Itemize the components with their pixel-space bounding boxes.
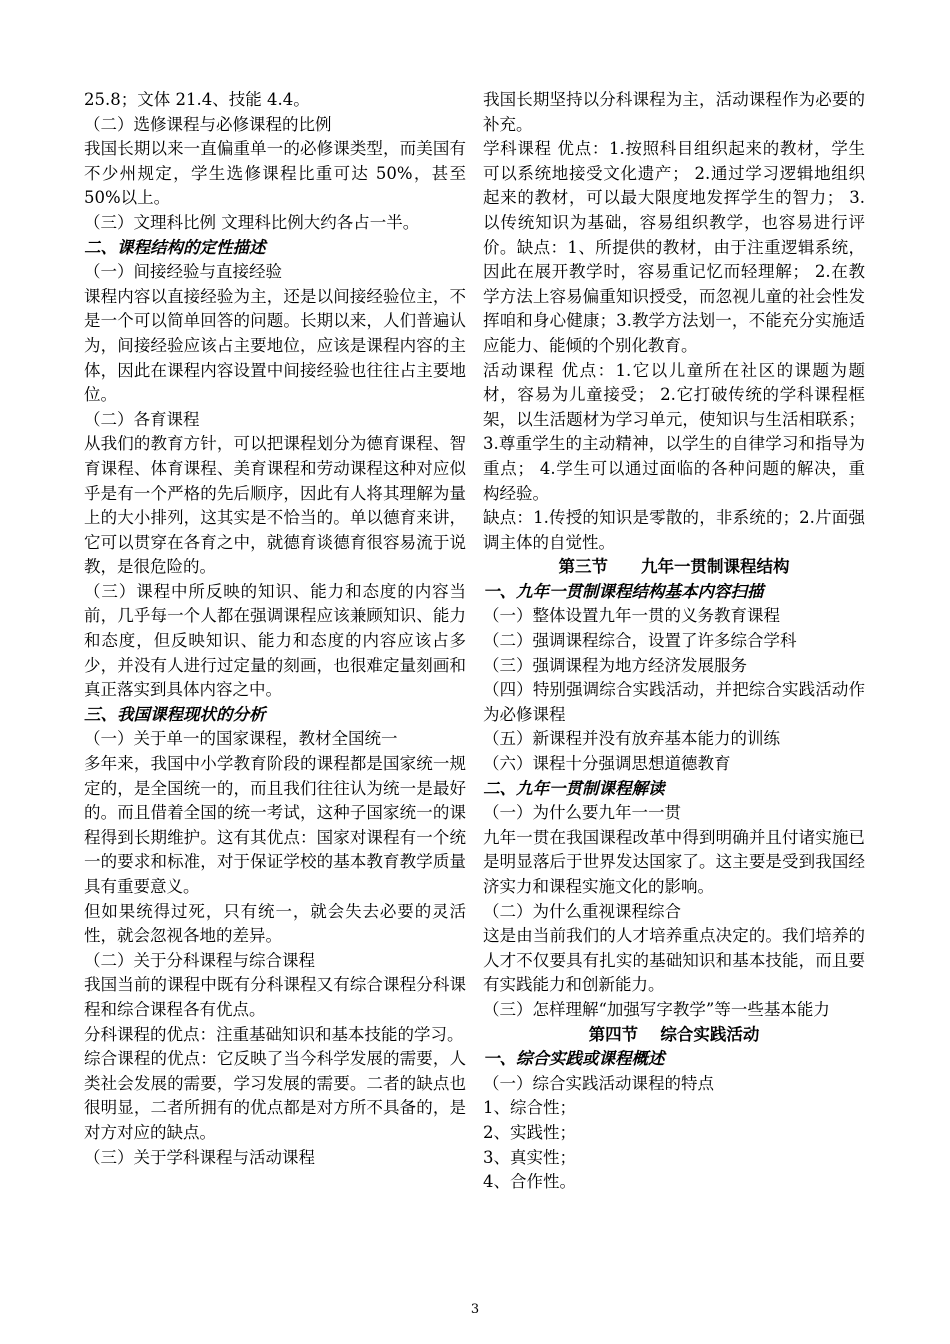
paragraph: （二）各育课程 [84, 409, 200, 429]
paragraph: 缺点：1.传授的知识是零散的，非系统的；2.片面强调主体的自觉性。 [483, 508, 865, 552]
page-number: 3 [470, 1302, 480, 1317]
paragraph: 多年来，我国中小学教育阶段的课程都是国家统一规定的，是全国统一的，而且我们往往认为统一是最好的。而且借着全国的统一考试，这种子国家统一的课程得到长期维护。这有其优点：国家对课程有一个统一的要求和标准，对于保证学校的基本教育教学质量具有重要意义。 [84, 754, 466, 896]
paragraph: 1、综合性； [483, 1098, 576, 1118]
right-column [483, 88, 865, 1195]
paragraph: 综合课程的优点：它反映了当今科学发展的需要，人类社会发展的需要，学习发展的需要。二者的缺点也很明显，二者所拥有的优点都是对方所不具备的，是对方对应的缺点。 [84, 1049, 466, 1142]
paragraph: （三）强调课程为地方经济发展服务 [483, 655, 747, 675]
paragraph: （五）新课程并没有放弃基本能力的训练 [483, 729, 780, 749]
paragraph: 4、合作性。 [483, 1172, 576, 1192]
paragraph: （三）课程中所反映的知识、能力和态度的内容当前，几乎每一个人都在强调课程应该兼顾知识、能力和态度，但反映知识、能力和态度的内容应该占多少，并没有人进行过定量的刻画，也很难定量刻画和真正落实到具体内容之中。 [84, 581, 466, 700]
paragraph: （二）关于分科课程与综合课程 [84, 950, 315, 970]
paragraph: 课程内容以直接经验为主，还是以间接经验位主，不是一个可以简单回答的问题。长期以来，人们普遍认为，间接经验应该占主要地位，应该是课程内容的主体，因此在课程内容设置中间接经验也往往占主要地位。 [84, 286, 466, 405]
paragraph: 分科课程的优点：注重基础知识和基本技能的学习。 [84, 1024, 464, 1044]
paragraph: （二）选修课程与必修课程的比例 [84, 114, 332, 134]
paragraph: 我国当前的课程中既有分科课程又有综合课程分科课程和综合课程各有优点。 [84, 975, 466, 1019]
section-heading: 一、九年一贯制课程结构基本内容扫描 [483, 581, 764, 601]
paragraph: （二）强调课程综合，设置了许多综合学科 [483, 631, 797, 651]
paragraph: （三）关于学科课程与活动课程 [84, 1147, 315, 1167]
paragraph: （四）特别强调综合实践活动，并把综合实践活动作为必修课程 [483, 680, 865, 724]
section-heading: 一、综合实践或课程概述 [483, 1049, 665, 1069]
paragraph: （三）文理科比例 文理科比例大约各占一半。 [84, 212, 420, 232]
paragraph: 但如果统得过死，只有统一，就会失去必要的灵活性，就会忽视各地的差异。 [84, 901, 466, 946]
left-column [84, 88, 466, 1170]
paragraph: 从我们的教育方针，可以把课程划分为德育课程、智育课程、体育课程、美育课程和劳动课程这种对应似乎是有一个严格的先后顺序，因此有人将其理解为量上的大小排列，这其实是不恰当的。单以德育来讲，它可以贯穿在各育之中，就德育谈德育很容易流于说教，是很危险的。 [84, 434, 466, 577]
paragraph: （一）间接经验与直接经验 [84, 262, 282, 282]
paragraph: 我国长期坚持以分科课程为主，活动课程作为必要的补充。 [483, 90, 865, 134]
paragraph: （二）为什么重视课程综合 [483, 901, 681, 921]
chapter-section-title: 第三节 九年一贯制课程结构 [558, 557, 790, 577]
paragraph: 这是由当前我们的人才培养重点决定的。我们培养的人才不仅要具有扎实的基础知识和基本技能，而且要有实践能力和创新能力。 [483, 926, 865, 995]
paragraph: 25.8；文体 21.4、技能 4.4。 [84, 90, 310, 109]
section-heading: 二、九年一贯制课程解读 [483, 778, 665, 798]
paragraph: 我国长期以来一直偏重单一的必修课类型，而美国有不少州规定，学生选修课程比重可达 50%，甚至 50%以上。 [84, 139, 466, 208]
paragraph: 3、真实性； [483, 1147, 576, 1167]
paragraph: （六）课程十分强调思想道德教育 [483, 754, 731, 774]
paragraph: 活动课程 优点：1.它以儿童所在社区的课题为题材，容易为儿童接受； 2.它打破传统的学科课程框架，以生活题材为学习单元，使知识与生活相联系； 3.尊重学生的主动精神，以学生的自律学习和指导为重点； 4.学生可以通过面临的各种问题的解决，重构经验。 [483, 360, 865, 503]
paragraph: 学科课程 优点：1.按照科目组织起来的教材，学生可以系统地接受文化遗产； 2.通过学习逻辑地组织起来的教材，可以最大限度地发挥学生的智力； 3.以传统知识为基础，容易组织教学，也容易进行评价。缺点：1、所提供的教材，由于注重逻辑系统，因此在展开教学时，容易重记忆而轻理解； 2.在教学方法上容易偏重知识授受，而忽视儿童的社会性发挥咱和身心健康；3.教学方法划一，不能充分实施适应能力、能倾的个别化教育。 [483, 139, 865, 355]
paragraph: （一）综合实践活动课程的特点 [483, 1073, 714, 1093]
section-heading: 二、课程结构的定性描述 [84, 237, 266, 257]
paragraph: （一）整体设置九年一贯的义务教育课程 [483, 606, 780, 626]
paragraph: （一）为什么要九年一一贯 [483, 803, 681, 823]
paragraph: （一）关于单一的国家课程，教材全国统一 [84, 729, 398, 749]
chapter-section-title: 第四节 综合实践活动 [588, 1024, 760, 1044]
paragraph: （三）怎样理解“加强写字教学”等一些基本能力 [483, 999, 830, 1019]
section-heading: 三、我国课程现状的分析 [84, 704, 266, 724]
paragraph: 九年一贯在我国课程改革中得到明确并且付诸实施已是明显落后于世界发达国家了。这主要是受到我国经济实力和课程实施文化的影响。 [483, 827, 865, 896]
paragraph: 2、实践性； [483, 1122, 576, 1142]
